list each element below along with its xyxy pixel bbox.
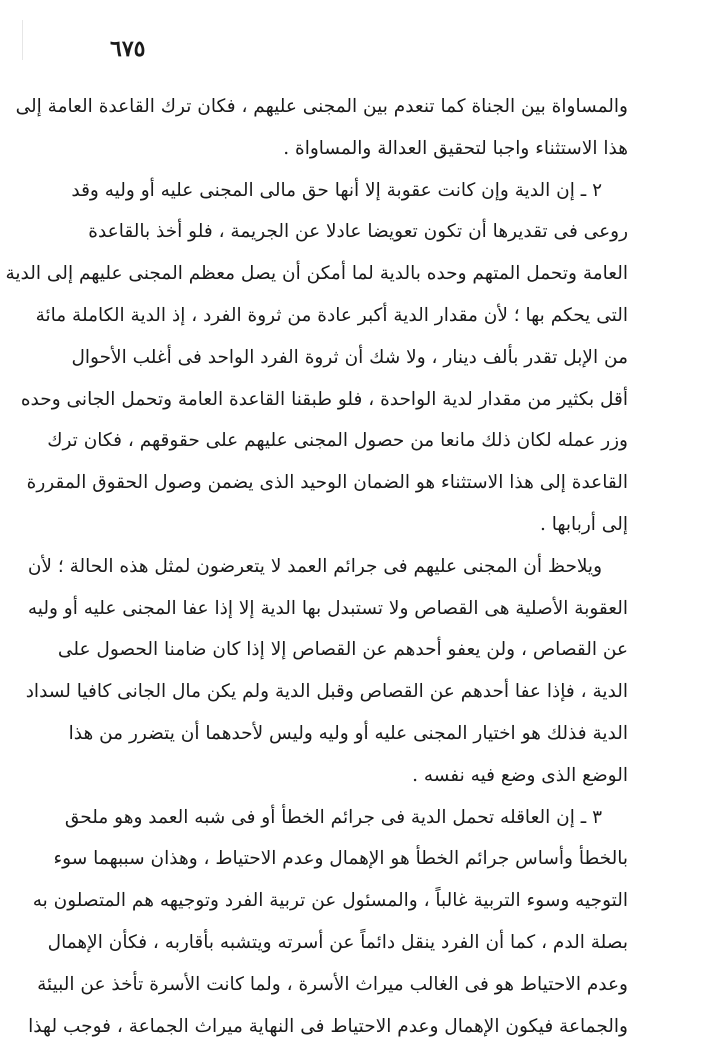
text-line: أقل بكثير من مقدار لدية الواحدة ، فلو طبقنا القاعدة العامة وتحمل الجانى وحده — [20, 388, 628, 410]
page-number: ٦٧٥ — [110, 36, 146, 62]
body-text — [5, 86, 628, 1047]
text-line: التى يحكم بها ؛ لأن مقدار الدية أكبر عادة من ثروة الفرد ، إذ الدية الكاملة مائة — [35, 304, 628, 326]
text-line: التوجيه وسوء التربية غالباً ، والمسئول عن تربية الفرد وتوجيهه هم المتصلون به — [32, 890, 628, 912]
text-line: العقوبة الأصلية هى القصاص ولا تستبدل بها الدية إلا إذا عفا المجنى عليه أو وليه — [27, 597, 628, 619]
text-line: من الإبل تقدر بألف دينار ، ولا شك أن ثروة الفرد الواحد فى أغلب الأحوال — [71, 346, 628, 368]
text-line: بالخطأ وأساس جرائم الخطأ هو الإهمال وعدم الاحتياط ، وهذان سببهما سوء — [53, 848, 628, 870]
text-line: والجماعة فيكون الإهمال وعدم الاحتياط فى النهاية ميراث الجماعة ، فوجب لهذا — [28, 1015, 628, 1037]
text-line: بصلة الدم ، كما أن الفرد ينقل دائماً عن أسرته ويتشبه بأقاربه ، فكأن الإهمال — [47, 931, 628, 953]
text-line: القاعدة إلى هذا الاستثناء هو الضمان الوحيد الذى يضمن وصول الحقوق المقررة — [26, 472, 628, 494]
text-line: ٢ ـ إن الدية وإن كانت عقوبة إلا أنها حق مالى المجنى عليه أو وليه وقد — [71, 179, 602, 201]
text-line: ٣ ـ إن العاقله تحمل الدية فى جرائم الخطأ أو فى شبه العمد وهو ملحق — [64, 806, 602, 828]
text-line: العامة وتحمل المتهم وحده بالدية لما أمكن أن يصل معظم المجنى عليهم إلى الدية — [5, 263, 628, 285]
text-line: روعى فى تقديرها أن تكون تعويضا عادلا عن الجريمة ، فلو أخذ بالقاعدة — [88, 221, 628, 243]
text-line: وعدم الاحتياط هو فى الغالب ميراث الأسرة ، ولما كانت الأسرة تأخذ عن البيئة — [37, 973, 628, 995]
text-line: ويلاحظ أن المجنى عليهم فى جرائم العمد لا يتعرضون لمثل هذه الحالة ؛ لأن — [27, 555, 602, 577]
text-line: الدية ، فإذا عفا أحدهم عن القصاص وقبل الدية ولم يكن مال الجانى كافيا لسداد — [25, 681, 628, 703]
text-line: الدية فذلك هو اختيار المجنى عليه أو وليه وليس لأحدهما أن يتضرر من هذا — [68, 722, 628, 744]
page-edge-shadow — [22, 20, 23, 60]
text-line: وزر عمله لكان ذلك مانعا من حصول المجنى عليهم على حقوقهم ، فكان ترك — [47, 430, 628, 452]
text-line: عن القصاص ، ولن يعفو أحدهم عن القصاص إلا إذا كان ضامنا الحصول على — [57, 639, 628, 661]
text-line: إلى أربابها . — [539, 513, 628, 535]
text-line: الوضع الذى وضع فيه نفسه . — [412, 764, 628, 786]
text-line: هذا الاستثناء واجبا لتحقيق العدالة والمساواة . — [283, 137, 628, 159]
text-line: والمساواة بين الجناة كما تنعدم بين المجنى عليهم ، فكان ترك القاعدة العامة إلى — [15, 96, 628, 117]
